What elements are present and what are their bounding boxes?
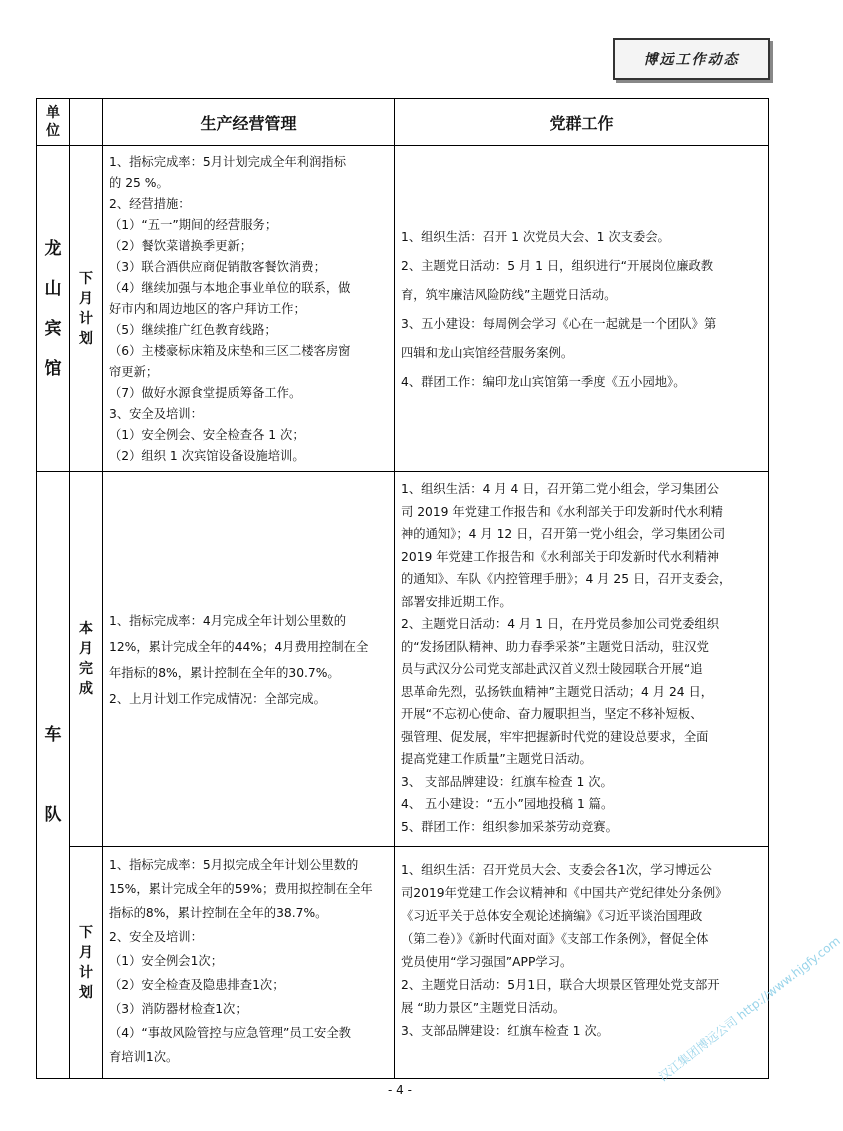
longshan-row [37, 146, 769, 472]
text-line: 3、安全及培训： [109, 407, 203, 421]
chedui-plan-party-list [401, 853, 764, 1043]
text-line: 4、群团工作：编印龙山宾馆第一季度《五小园地》。 [401, 374, 686, 389]
header-production: 生产经营管理 [103, 99, 395, 146]
text-line: （第二卷）》《新时代面对面》《支部工作条例》，督促全体 [401, 932, 709, 946]
text-line: 四辑和龙山宾馆经营服务案例。 [401, 345, 574, 360]
period-chedui-plan: 下 月 计 划 [70, 847, 103, 1079]
text-line: 指标的8%，累计控制在全年的38.7%。 [109, 906, 328, 920]
text-line: （2）安全检查及隐患排查1次； [109, 978, 285, 992]
text-line: （1）“五一”期间的经营服务； [109, 218, 278, 232]
period-longshan-plan: 下 月 计 划 [70, 146, 103, 472]
text-line: 12%，累计完成全年的44%；4月费用控制在全 [109, 640, 369, 654]
text-line: 育，筑牢廉洁风险防线”主题党日活动。 [401, 287, 617, 302]
text-line: （3）联合酒供应商促销散客餐饮消费； [109, 260, 326, 274]
header-unit-char-2: 位 [46, 123, 60, 139]
text-line: 5、群团工作：组织参加采茶劳动竞赛。 [401, 819, 618, 834]
text-line: 提高党建工作质量”主题党日活动。 [401, 752, 592, 766]
chedui-plan-row [37, 847, 769, 1079]
header-party: 党群工作 [395, 99, 769, 146]
text-line: 年指标的8%，累计控制在全年的30.7%。 [109, 666, 340, 680]
longshan-production-list [109, 152, 390, 467]
header-unit-char-1: 单 [46, 105, 60, 121]
text-line: 育培训1次。 [109, 1050, 179, 1064]
section-badge: 博远工作动态 [613, 38, 770, 80]
chedui-plan-production-cell [103, 847, 395, 1079]
text-line: 党员使用“学习强国”APP学习。 [401, 955, 573, 969]
chedui-plan-production-list [109, 853, 390, 1069]
text-line: （3）消防器材检查1次； [109, 1002, 248, 1016]
text-line: （1）安全例会、安全检查各 1 次； [109, 428, 305, 442]
text-line: 1、指标完成率：5月拟完成全年计划公里数的 [109, 858, 359, 872]
text-line: 1、组织生活：召开 1 次党员大会、1 次支委会。 [401, 229, 670, 244]
chedui-done-production-list [109, 608, 390, 712]
header-unit [37, 99, 70, 146]
unit-chedui: 车 队 [37, 472, 70, 1079]
text-line: （6）主楼豪标床箱及床垫和三区二楼客房窗 [109, 344, 351, 358]
text-line: 1、指标完成率：5月计划完成全年利润指标 [109, 155, 346, 169]
text-line: 好市内和周边地区的客户拜访工作； [109, 302, 306, 316]
text-line: 的“发扬团队精神、助力春季采茶”主题党日活动，驻汉党 [401, 639, 709, 654]
text-line: 思革命先烈，弘扬铁血精神”主题党日活动；4 月 24 日， [401, 684, 714, 699]
text-line: 3、支部品牌建设：红旗车检查 1 次。 [401, 1024, 609, 1038]
text-line: 4、 五小建设：“五小”园地投稿 1 篇。 [401, 797, 614, 811]
page-number: - 4 - [388, 1083, 412, 1097]
text-line: 2、主题党日活动：4 月 1 日，在丹党员参加公司党委组织 [401, 617, 720, 631]
text-line: （5）继续推广红色教育线路； [109, 323, 277, 337]
longshan-party-cell [395, 146, 769, 472]
header-blank [70, 99, 103, 146]
text-line: （4）“事故风险管控与应急管理”员工安全教 [109, 1026, 351, 1040]
text-line: 2019 年党建工作报告和《水利部关于印发新时代水利精神 [401, 549, 720, 564]
text-line: 的 25 %。 [109, 176, 169, 190]
text-line: 展 “助力景区”主题党日活动。 [401, 1001, 566, 1015]
text-line: （4）继续加强与本地企事业单位的联系，做 [109, 281, 351, 295]
text-line: 司2019年党建工作会议精神和《中国共产党纪律处分条例》 [401, 886, 728, 900]
unit-longshan: 龙 山 宾 馆 [37, 146, 70, 472]
chedui-done-production-cell [103, 472, 395, 847]
text-line: 15%，累计完成全年的59%；费用拟控制在全年 [109, 882, 373, 896]
text-line: 开展“不忘初心使命、奋力履职担当，坚定不移补短板、 [401, 707, 703, 721]
text-line: 3、 支部品牌建设：红旗车检查 1 次。 [401, 774, 613, 789]
text-line: （1）安全例会1次； [109, 954, 224, 968]
text-line: 司 2019 年党建工作报告和《水利部关于印发新时代水利精 [401, 504, 723, 519]
text-line: 《习近平关于总体安全观论述摘编》《习近平谈治国理政 [401, 909, 703, 923]
longshan-production-cell [103, 146, 395, 472]
text-line: 1、组织生活：召开党员大会、支委会各1次，学习博远公 [401, 863, 712, 877]
chedui-done-party-cell [395, 472, 769, 847]
period-chedui-done: 本 月 完 成 [70, 472, 103, 847]
text-line: 2、主题党日活动：5 月 1 日，组织进行“开展岗位廉政教 [401, 258, 714, 273]
text-line: 2、经营措施： [109, 197, 191, 211]
text-line: 2、上月计划工作完成情况：全部完成。 [109, 692, 326, 706]
text-line: 2、主题党日活动：5月1日，联合大坝景区管理处党支部开 [401, 978, 720, 992]
text-line: 强管理、促发展，牢牢把握新时代党的建设总要求，全面 [401, 729, 709, 744]
text-line: 帘更新； [109, 365, 159, 379]
table-header-row [37, 99, 769, 146]
text-line: 员与武汉分公司党支部赴武汉首义烈士陵园联合开展“追 [401, 662, 703, 676]
text-line: 神的通知》；4 月 12 日，召开第一党小组会，学习集团公司 [401, 527, 726, 541]
text-line: 3、五小建设：每周例会学习《心在一起就是一个团队》第 [401, 316, 717, 331]
work-report-table [36, 98, 769, 1079]
text-line: 部署安排近期工作。 [401, 594, 512, 609]
text-line: （2）餐饮菜谱换季更新； [109, 239, 253, 253]
text-line: 1、组织生活：4 月 4 日，召开第二党小组会，学习集团公 [401, 482, 720, 496]
text-line: 2、安全及培训： [109, 930, 203, 944]
chedui-done-row [37, 472, 769, 847]
text-line: （2）组织 1 次宾馆设备设施培训。 [109, 449, 305, 463]
watermark: 汉江集团博远公司 http://www.hjgfy.com [655, 933, 843, 1085]
text-line: 的通知》、车队《内控管理手册》；4 月 25 日，召开支委会， [401, 572, 732, 586]
longshan-party-list [401, 223, 764, 397]
chedui-done-party-list [401, 478, 764, 838]
text-line: 1、指标完成率：4月完成全年计划公里数的 [109, 614, 346, 628]
text-line: （7）做好水源食堂提质筹备工作。 [109, 386, 302, 400]
